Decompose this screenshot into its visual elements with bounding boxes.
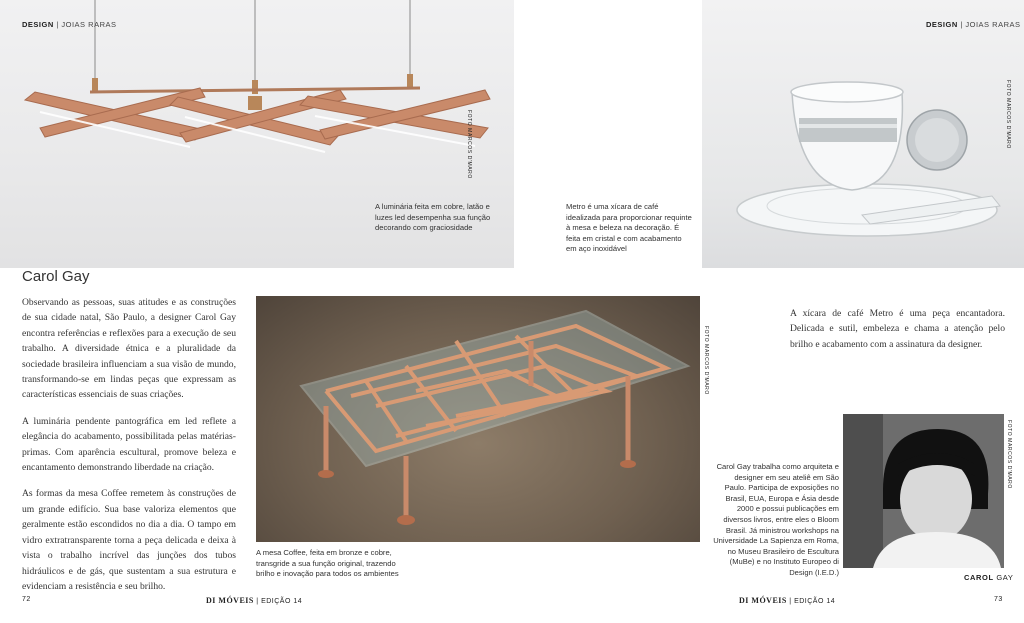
portrait-last-name: GAY — [996, 573, 1014, 582]
portrait-name — [964, 573, 1013, 582]
portrait-photo-credit: FOTO MARCOS D'MARO — [1006, 420, 1012, 489]
right-magazine: DI MÓVEIS — [739, 596, 787, 605]
portrait-first-name: CAROL — [964, 573, 994, 582]
left-magazine: DI MÓVEIS — [206, 596, 254, 605]
article-body — [22, 295, 236, 605]
left-edition: EDIÇÃO 14 — [261, 598, 303, 605]
paragraph-1: Observando as pessoas, suas atitudes e as construções de sua cidade natal, São Paulo, a designer Carol Gay encontra referências e reflexões para a execução de seu trabalho. A diversidade étnica e a pluralidade da sociedade brasileira influenciam a sua visão de mundo, transformando-se em lindas peças que expressam as características essenciais de suas criações. — [22, 297, 236, 401]
paragraph-3: As formas da mesa Coffee remetem às construções de um grande edifício. Sua base valoriza elementos que geralmente estão escondidos no dia a dia. O tampo em vidro extratransparente torna a peça delicada e deixa à vista o trabalho incrível das junções dos tubos hidráulicos e de gás, que sustentam a sua estrutura e evidenciam a resistência e seu brilho. — [22, 488, 236, 592]
left-footer-magazine: DI MÓVEIS | EDIÇÃO 14 — [206, 596, 303, 605]
right-footer-magazine: DI MÓVEIS | EDIÇÃO 14 — [739, 596, 836, 605]
portrait-photo — [843, 414, 1004, 568]
left-section-tag: DESIGN | JOIAS RARAS — [22, 20, 117, 29]
cup-illustration — [702, 0, 1024, 268]
table-illustration — [256, 296, 700, 542]
right-subsection: JOIAS RARAS — [965, 20, 1021, 29]
table-caption: A mesa Coffee, feita em bronze e cobre, transgride a sua função original, trazendo brilho e inovação para todos os ambientes — [256, 548, 399, 579]
left-page-number: 72 — [22, 596, 31, 603]
portrait-illustration — [843, 414, 1004, 568]
cup-photo-credit: FOTO MARCOS D'MARO — [1005, 80, 1011, 149]
left-subsection: JOIAS RARAS — [61, 20, 117, 29]
paragraph-2: A luminária pendente pantográfica em led reflete a elegância do acabamento, possibilitada pelas matérias-primas. Com aparência escultural, promove beleza e encantamento demonstrando liberdade na criação. — [22, 415, 236, 474]
cup-caption: Metro é uma xícara de café idealizada para proporcionar requinte à mesa e beleza na decoração. É feita em cristal e com acabamento em aço inoxidável — [566, 202, 692, 254]
table-photo — [256, 296, 700, 542]
article-title: Carol Gay — [22, 268, 90, 285]
right-section: DESIGN — [926, 20, 958, 29]
lamp-photo-credit: FOTO MARCOS D'MARO — [466, 110, 472, 179]
left-section: DESIGN — [22, 20, 54, 29]
right-section-tag: DESIGN | JOIAS RARAS — [926, 20, 1021, 29]
bio-caption: Carol Gay trabalha como arquiteta e designer em seu ateliê em São Paulo. Participa de exposições no Brasil, EUA, Europa e Ásia desde 2000 e possui publicações em diversos livros, entre eles o Bloom Brasil. Já ministrou workshops na Universidade La Sapienza em Roma, no Museu Brasileiro de Escultura (MuBe) e no Instituto Europeo di Design (I.E.D.) — [713, 462, 839, 577]
cup-text: A xícara de café Metro é uma peça encantadora. Delicada e sutil, embeleza e chama a atenção pelo brilho e acabamento com a assinatura da designer. — [790, 308, 1005, 350]
right-page-number: 73 — [994, 596, 1003, 603]
right-edition: EDIÇÃO 14 — [794, 598, 836, 605]
cup-photo — [702, 0, 1024, 268]
lamp-caption: A luminária feita em cobre, latão e luzes led desempenha sua função decorando com graciosidade — [375, 202, 491, 233]
table-photo-credit: FOTO MARCOS D'MARO — [703, 326, 709, 395]
